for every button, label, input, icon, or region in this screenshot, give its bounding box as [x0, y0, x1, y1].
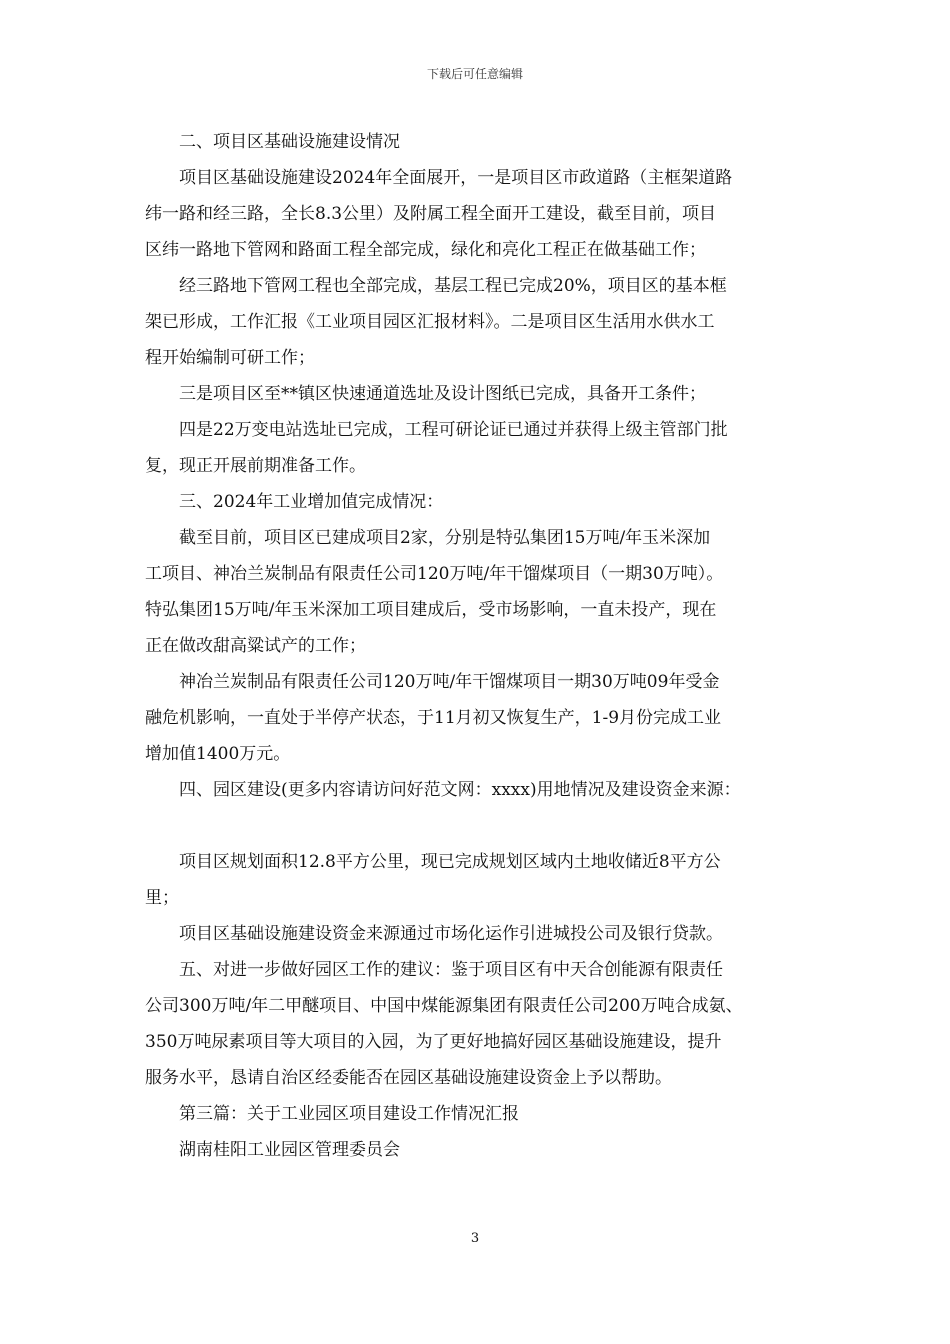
text-line: 工项目、神冶兰炭制品有限责任公司120万吨/年干馏煤项目（一期30万吨）。: [145, 564, 724, 584]
text-line: 架已形成，工作汇报《工业项目园区汇报材料》。二是项目区生活用水供水工: [145, 312, 715, 332]
text-line: 纬一路和经三路，全长8.3公里）及附属工程全面开工建设，截至目前，项目: [145, 204, 717, 224]
text-line: 程开始编制可研工作；: [145, 348, 315, 368]
organization-name: 湖南桂阳工业园区管理委员会: [145, 1140, 400, 1160]
section-heading: 五、对进一步做好园区工作的建议：鉴于项目区有中天合创能源有限责任: [145, 960, 723, 980]
text-line: 融危机影响，一直处于半停产状态，于11月初又恢复生产，1-9月份完成工业: [145, 708, 722, 728]
text-line: 经三路地下管网工程也全部完成，基层工程已完成20%，项目区的基本框: [145, 276, 727, 296]
text-line: 350万吨尿素项目等大项目的入园，为了更好地搞好园区基础设施建设，提升: [145, 1032, 722, 1052]
document-body: [145, 124, 805, 1168]
text-line: 里；: [145, 888, 179, 908]
chapter-title: 第三篇：关于工业园区项目建设工作情况汇报: [145, 1104, 519, 1124]
text-line: 神冶兰炭制品有限责任公司120万吨/年干馏煤项目一期30万吨09年受金: [145, 672, 720, 692]
page-header: 下载后可任意编辑: [426, 67, 523, 81]
text-line: 二、项目区基础设施建设情况: [145, 132, 400, 152]
text-line: 服务水平，恳请自治区经委能否在园区基础设施建设资金上予以帮助。: [145, 1068, 672, 1088]
section-heading: 三、2024年工业增加值完成情况：: [145, 492, 444, 512]
text-line: 项目区基础设施建设资金来源通过市场化运作引进城投公司及银行贷款。: [145, 924, 723, 944]
text-line: 截至目前，项目区已建成项目2家，分别是特弘集团15万吨/年玉米深加: [145, 528, 711, 548]
page-number: 3: [470, 1231, 480, 1246]
text-line: 区纬一路地下管网和路面工程全部完成，绿化和亮化工程正在做基础工作；: [145, 240, 706, 260]
text-line: 公司300万吨/年二甲醚项目、中国中煤能源集团有限责任公司200万吨合成氨、: [145, 996, 743, 1016]
text-line: 复，现正开展前期准备工作。: [145, 456, 366, 476]
text-line: 项目区规划面积12.8平方公里，现已完成规划区域内土地收储近8平方公: [145, 852, 721, 872]
section-heading: 四、园区建设(更多内容请访问好范文网：xxxx)用地情况及建设资金来源：: [145, 780, 741, 800]
text-line: 增加值1400万元。: [145, 744, 291, 764]
text-line: 三是项目区至**镇区快速通道选址及设计图纸已完成，具备开工条件；: [145, 384, 706, 404]
text-line: 特弘集团15万吨/年玉米深加工项目建成后，受市场影响，一直未投产，现在: [145, 600, 717, 620]
blank-line: [145, 808, 805, 844]
text-line: 正在做改甜高粱试产的工作；: [145, 636, 366, 656]
text-line: 项目区基础设施建设2024年全面展开，一是项目区市政道路（主框架道路: [145, 168, 733, 188]
text-line: 四是22万变电站选址已完成，工程可研论证已通过并获得上级主管部门批: [145, 420, 728, 440]
